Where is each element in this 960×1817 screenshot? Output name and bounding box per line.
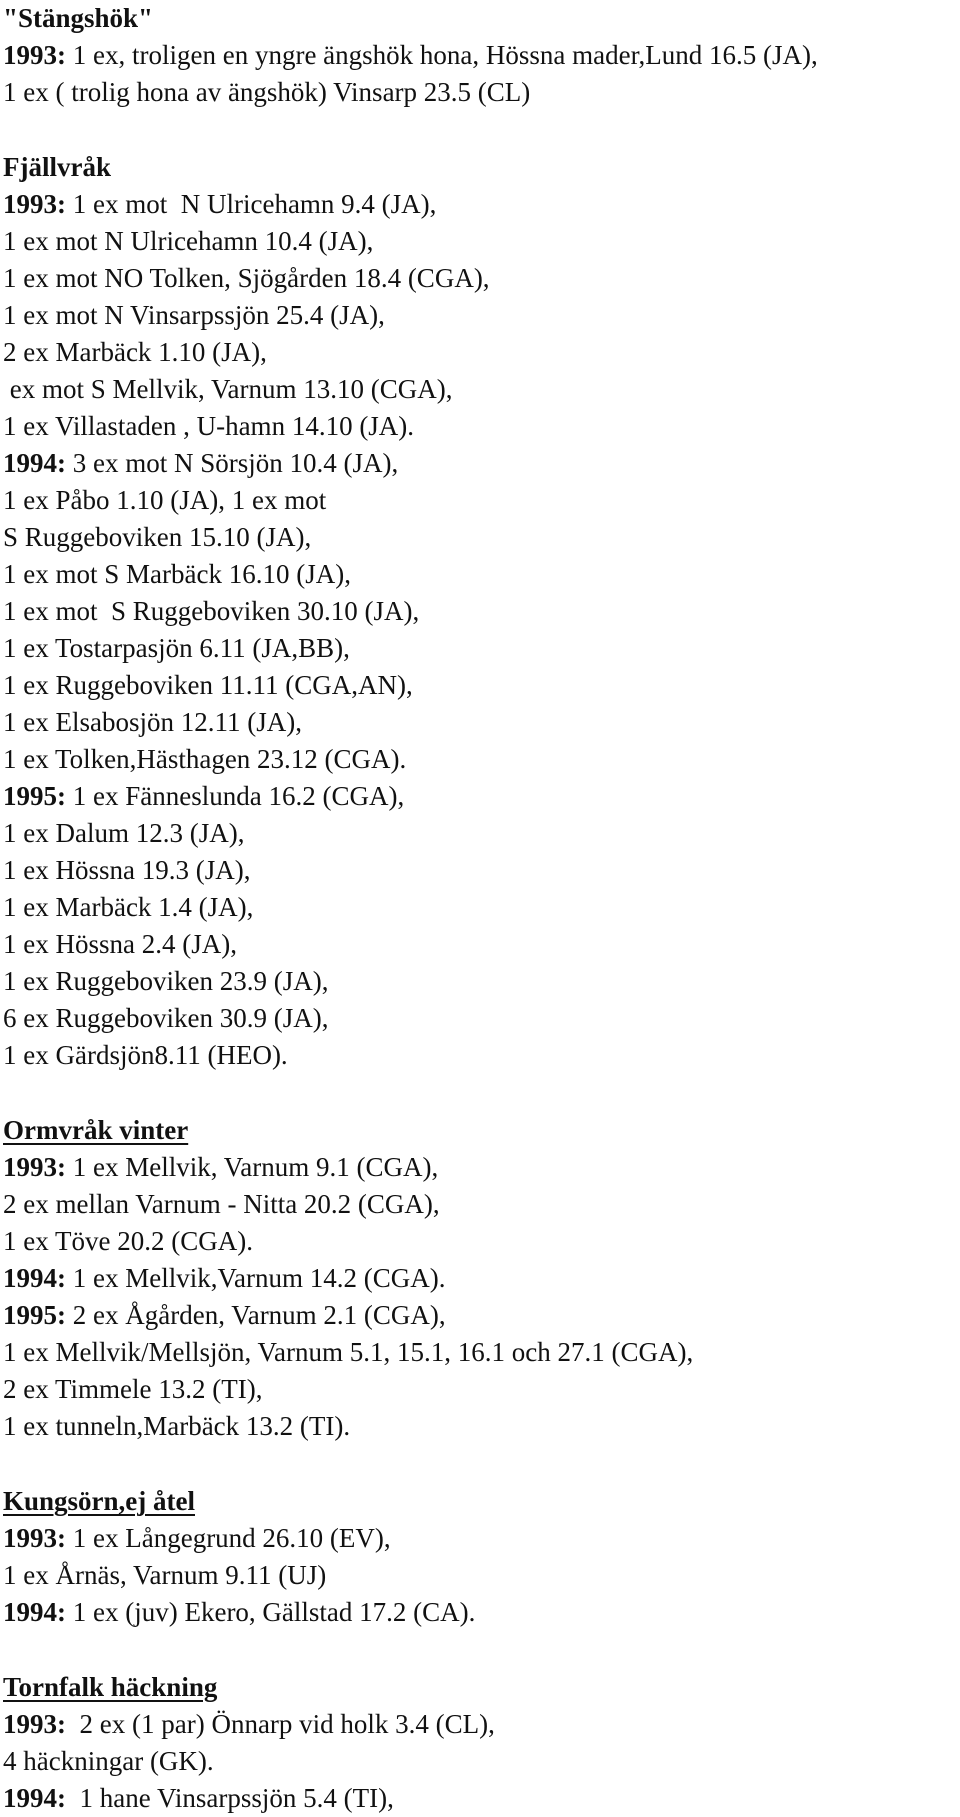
species-section: [3, 149, 960, 1074]
record-text: 1 ex Tolken,Hästhagen 23.12 (CGA).: [3, 744, 407, 774]
year-label: 1993:: [3, 1709, 66, 1739]
year-label: 1994:: [3, 448, 66, 478]
record-line: [3, 778, 960, 815]
record-line: [3, 260, 960, 297]
record-text: 1 ex Hössna 19.3 (JA),: [3, 855, 251, 885]
record-text: 1 ex Tostarpasjön 6.11 (JA,BB),: [3, 633, 350, 663]
record-text: 1 ex Marbäck 1.4 (JA),: [3, 892, 254, 922]
record-text: 2 ex Timmele 13.2 (TI),: [3, 1374, 263, 1404]
record-line: [3, 1297, 960, 1334]
record-text: 1 ex, troligen en yngre ängshök hona, Hössna mader,Lund 16.5 (JA),: [66, 40, 818, 70]
record-line: [3, 445, 960, 482]
record-text: S Ruggeboviken 15.10 (JA),: [3, 522, 312, 552]
record-line: [3, 1260, 960, 1297]
record-text: 1 ex tunneln,Marbäck 13.2 (TI).: [3, 1411, 351, 1441]
year-label: 1993:: [3, 189, 66, 219]
record-line: [3, 408, 960, 445]
record-text: 1 ex mot S Marbäck 16.10 (JA),: [3, 559, 351, 589]
species-section: [3, 1669, 960, 1817]
record-text: 1 ex Ruggeboviken 11.11 (CGA,AN),: [3, 670, 413, 700]
record-line: [3, 1557, 960, 1594]
record-line: [3, 223, 960, 260]
record-text: 1 ex Gärdsjön8.11 (HEO).: [3, 1040, 288, 1070]
record-text: 1 ex Töve 20.2 (CGA).: [3, 1226, 253, 1256]
record-line: [3, 704, 960, 741]
record-line: [3, 1186, 960, 1223]
record-line: [3, 37, 960, 74]
year-label: 1993:: [3, 40, 66, 70]
record-line: [3, 1371, 960, 1408]
record-line: [3, 1594, 960, 1631]
record-line: [3, 1334, 960, 1371]
year-label: 1993:: [3, 1523, 66, 1553]
record-line: [3, 1706, 960, 1743]
record-text: 1 ex Elsabosjön 12.11 (JA),: [3, 707, 302, 737]
record-text: 3 ex mot N Sörsjön 10.4 (JA),: [66, 448, 399, 478]
record-text: 1 ex Dalum 12.3 (JA),: [3, 818, 245, 848]
year-label: 1994:: [3, 1263, 66, 1293]
record-text: 1 ex Långegrund 26.10 (EV),: [66, 1523, 391, 1553]
species-section: [3, 1483, 960, 1631]
record-line: [3, 1149, 960, 1186]
record-text: 2 ex mellan Varnum - Nitta 20.2 (CGA),: [3, 1189, 440, 1219]
record-text: 1 ex Villastaden , U-hamn 14.10 (JA).: [3, 411, 415, 441]
record-text: 6 ex Ruggeboviken 30.9 (JA),: [3, 1003, 329, 1033]
section-heading: Tornfalk häckning: [3, 1672, 218, 1702]
year-label: 1993:: [3, 1152, 66, 1182]
record-line: [3, 815, 960, 852]
record-line: [3, 1223, 960, 1260]
record-line: [3, 1780, 960, 1817]
record-text: 1 ex (juv) Ekero, Gällstad 17.2 (CA).: [66, 1597, 476, 1627]
record-line: [3, 1520, 960, 1557]
record-text: 1 ex Mellvik/Mellsjön, Varnum 5.1, 15.1, 16.1 och 27.1 (CGA),: [3, 1337, 694, 1367]
record-line: [3, 1000, 960, 1037]
record-line: [3, 297, 960, 334]
record-line: [3, 1743, 960, 1780]
year-label: 1995:: [3, 1300, 66, 1330]
record-text: 1 ex Hössna 2.4 (JA),: [3, 929, 237, 959]
record-text: ex mot S Mellvik, Varnum 13.10 (CGA),: [3, 374, 453, 404]
record-text: 1 ex Fänneslunda 16.2 (CGA),: [66, 781, 405, 811]
record-text: 1 ex Årnäs, Varnum 9.11 (UJ): [3, 1560, 327, 1590]
record-text: 1 ex Mellvik,Varnum 14.2 (CGA).: [66, 1263, 446, 1293]
record-line: [3, 926, 960, 963]
record-text: 1 ex Ruggeboviken 23.9 (JA),: [3, 966, 329, 996]
record-text: 2 ex (1 par) Önnarp vid holk 3.4 (CL),: [66, 1709, 495, 1739]
record-text: 4 häckningar (GK).: [3, 1746, 214, 1776]
record-text: 1 ex Mellvik, Varnum 9.1 (CGA),: [66, 1152, 439, 1182]
record-line: [3, 889, 960, 926]
record-line: [3, 74, 960, 111]
section-heading: Kungsörn,ej åtel: [3, 1486, 195, 1516]
year-label: 1994:: [3, 1597, 66, 1627]
record-text: 1 ex ( trolig hona av ängshök) Vinsarp 23.5 (CL): [3, 77, 531, 107]
record-line: [3, 593, 960, 630]
record-line: [3, 852, 960, 889]
record-line: [3, 186, 960, 223]
record-text: 1 hane Vinsarpssjön 5.4 (TI),: [66, 1783, 394, 1813]
record-text: 1 ex Påbo 1.10 (JA), 1 ex mot: [3, 485, 327, 515]
record-text: 1 ex mot N Ulricehamn 9.4 (JA),: [66, 189, 437, 219]
record-line: [3, 519, 960, 556]
section-heading: "Stängshök": [3, 3, 154, 33]
record-line: [3, 963, 960, 1000]
record-text: 1 ex mot NO Tolken, Sjögården 18.4 (CGA),: [3, 263, 490, 293]
record-text: 1 ex mot N Vinsarpssjön 25.4 (JA),: [3, 300, 385, 330]
species-section: [3, 1112, 960, 1445]
species-section: [3, 0, 960, 111]
record-line: [3, 1408, 960, 1445]
record-line: [3, 482, 960, 519]
record-line: [3, 334, 960, 371]
record-line: [3, 371, 960, 408]
record-text: 2 ex Ågården, Varnum 2.1 (CGA),: [66, 1300, 446, 1330]
section-heading: Fjällvråk: [3, 152, 111, 182]
record-text: 1 ex mot N Ulricehamn 10.4 (JA),: [3, 226, 374, 256]
section-heading: Ormvråk vinter: [3, 1115, 189, 1145]
record-line: [3, 667, 960, 704]
record-line: [3, 630, 960, 667]
record-text: 2 ex Marbäck 1.10 (JA),: [3, 337, 267, 367]
record-line: [3, 741, 960, 778]
year-label: 1995:: [3, 781, 66, 811]
year-label: 1994:: [3, 1783, 66, 1813]
record-line: [3, 556, 960, 593]
record-line: [3, 1037, 960, 1074]
record-text: 1 ex mot S Ruggeboviken 30.10 (JA),: [3, 596, 420, 626]
